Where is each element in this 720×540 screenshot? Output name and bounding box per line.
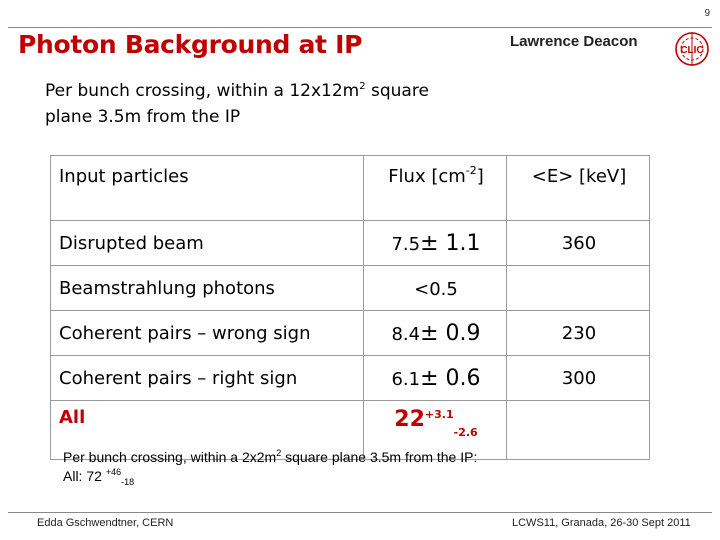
total-name: All — [51, 401, 364, 460]
header-input-particles: Input particles — [51, 156, 364, 221]
note-line2-plus: +46 — [105, 467, 122, 477]
row-flux-value: 6.1 — [391, 368, 421, 390]
total-flux-plus: +3.1 — [424, 408, 454, 421]
header-flux-base: Flux [cm — [388, 166, 466, 187]
total-energy — [507, 401, 650, 460]
note-line1-sup: 2 — [276, 448, 282, 458]
row-flux — [364, 356, 507, 401]
row-flux-value: <0.5 — [414, 278, 458, 300]
row-flux-value: 8.4 — [391, 323, 421, 345]
header-flux — [364, 156, 507, 221]
table-row — [51, 266, 650, 311]
table-row — [51, 356, 650, 401]
row-flux — [364, 221, 507, 266]
note-line2-pre: All: 72 — [63, 468, 106, 484]
row-name: Coherent pairs – right sign — [51, 356, 364, 401]
row-name: Disrupted beam — [51, 221, 364, 266]
row-energy: 230 — [507, 311, 650, 356]
clic-logo-icon — [673, 30, 711, 68]
bottom-divider — [8, 512, 712, 513]
author-name: Lawrence Deacon — [510, 33, 638, 50]
row-flux — [364, 266, 507, 311]
footer-conference: LCWS11, Granada, 26-30 Sept 2011 — [512, 517, 691, 529]
intro-line1: Per bunch crossing, within a 12x12m — [45, 81, 360, 101]
header-flux-exp: -2 — [465, 164, 477, 177]
intro-line1-after: square — [365, 81, 429, 101]
total-flux-minus: -2.6 — [453, 426, 478, 439]
header-energy: <E> [keV] — [507, 156, 650, 221]
total-flux-value: 22 — [394, 407, 425, 432]
note-line2-minus: -18 — [121, 477, 135, 487]
photon-flux-table — [50, 155, 650, 460]
row-energy: 360 — [507, 221, 650, 266]
row-flux-error: ± 0.9 — [420, 320, 481, 346]
footer-presenter: Edda Gschwendtner, CERN — [37, 517, 174, 529]
slide-title: Photon Background at IP — [18, 30, 363, 59]
row-flux-error: ± 1.1 — [420, 230, 481, 256]
top-divider — [8, 27, 712, 28]
row-flux — [364, 311, 507, 356]
row-flux-error: ± 0.6 — [420, 365, 481, 391]
intro-text — [45, 78, 505, 130]
intro-line2: plane 3.5m from the IP — [45, 107, 241, 127]
row-flux-value: 7.5 — [391, 233, 421, 255]
note-line1-post: square plane 3.5m from the IP: — [281, 449, 478, 465]
bottom-note — [63, 448, 477, 488]
row-energy: 300 — [507, 356, 650, 401]
row-energy — [507, 266, 650, 311]
clic-logo-text: CLIC — [680, 45, 704, 56]
header-flux-close: ] — [476, 166, 484, 187]
table-row — [51, 311, 650, 356]
row-name: Beamstrahlung photons — [51, 266, 364, 311]
intro-sup: 2 — [359, 81, 366, 92]
table-header-row — [51, 156, 650, 221]
page-number: 9 — [704, 8, 710, 19]
note-line1-pre: Per bunch crossing, within a 2x2m — [63, 449, 277, 465]
table-row — [51, 221, 650, 266]
row-name: Coherent pairs – wrong sign — [51, 311, 364, 356]
